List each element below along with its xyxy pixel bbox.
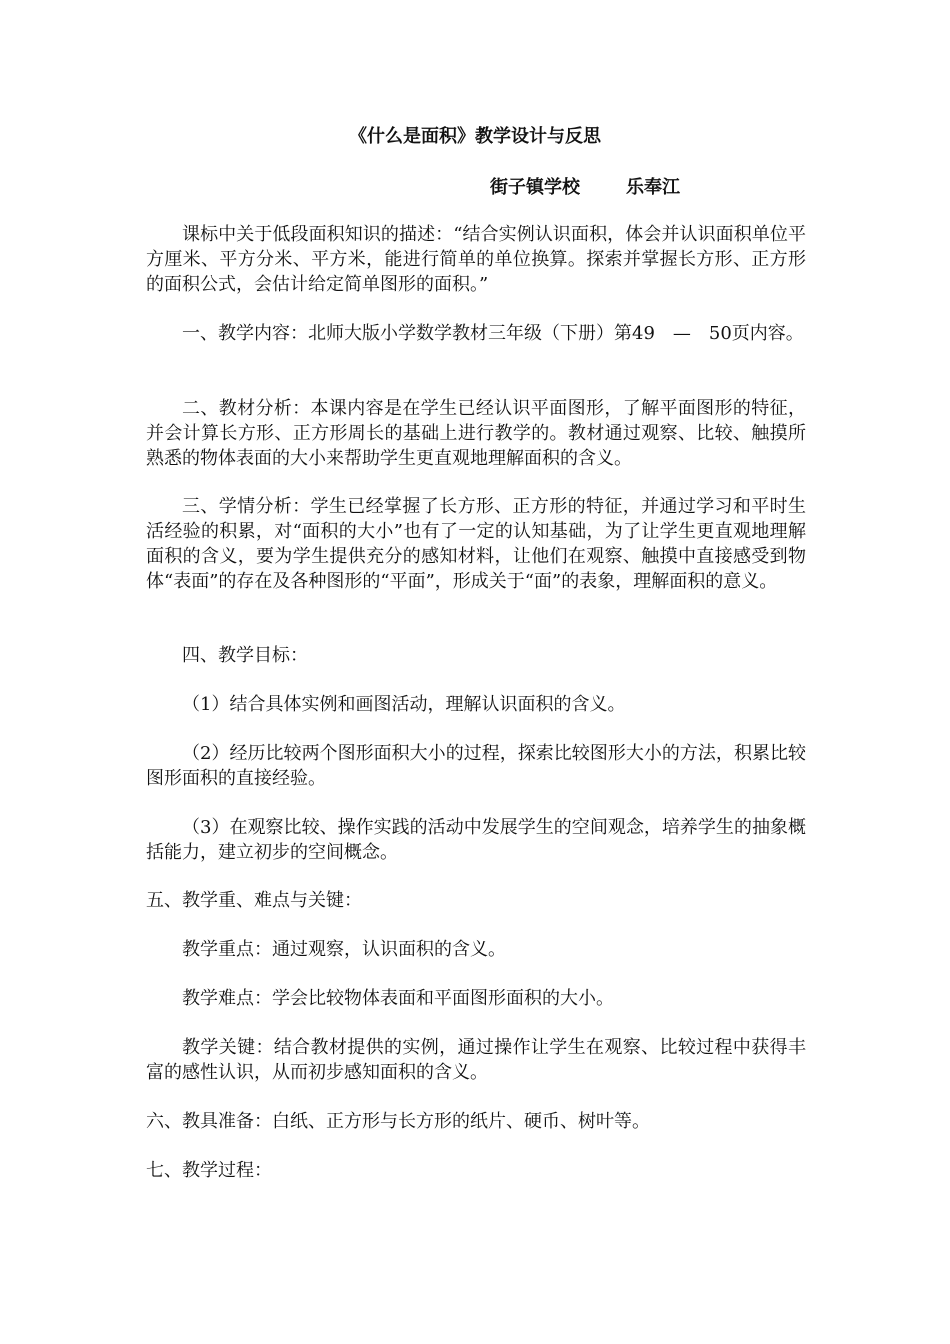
paragraph-key-points-heading: 五、教学重、难点与关键： <box>146 890 362 911</box>
paragraph-content: 一、教学内容：北师大版小学数学教材三年级（下册）第49 — 50页内容。 <box>182 323 804 344</box>
paragraph-objective-2: （2）经历比较两个图形面积大小的过程，探索比较图形大小的方法，积累比较图形面积的直接经验。 <box>146 743 806 789</box>
paragraph-process-heading: 七、教学过程： <box>146 1160 272 1181</box>
paragraph-objective-1: （1）结合具体实例和画图活动，理解认识面积的含义。 <box>182 694 626 715</box>
paragraph-material-analysis: 二、教材分析：本课内容是在学生已经认识平面图形，了解平面图形的特征，并会计算长方形、正方形周长的基础上进行教学的。教材通过观察、比较、触摸所熟悉的物体表面的大小来帮助学生更直观地理解面积的含义。 <box>146 398 806 469</box>
paragraph-difficulty: 教学难点：学会比较物体表面和平面图形面积的大小。 <box>182 988 614 1009</box>
school-name: 街子镇学校 <box>490 177 580 198</box>
author-name: 乐奉江 <box>626 177 680 198</box>
paragraph-objectives-heading: 四、教学目标： <box>182 645 308 666</box>
paragraph-curriculum: 课标中关于低段面积知识的描述：“结合实例认识面积，体会并认识面积单位平方厘米、平方分米、平方米，能进行简单的单位换算。探索并掌握长方形、正方形的面积公式，会估计给定简单图形的面积。” <box>146 224 806 295</box>
paragraph-key: 教学关键：结合教材提供的实例，通过操作让学生在观察、比较过程中获得丰富的感性认识，从而初步感知面积的含义。 <box>146 1037 806 1083</box>
paragraph-materials: 六、教具准备：白纸、正方形与长方形的纸片、硬币、树叶等。 <box>146 1111 650 1132</box>
paragraph-student-analysis: 三、学情分析：学生已经掌握了长方形、正方形的特征，并通过学习和平时生活经验的积累，对“面积的大小”也有了一定的认知基础，为了让学生更直观地理解面积的含义，要为学生提供充分的感知材料，让他们在观察、触摸中直接感受到物体“表面”的存在及各种图形的“平面”，形成关于“面”的表象，理解面积的意义。 <box>146 496 806 592</box>
document-title: 《什么是面积》教学设计与反思 <box>349 126 601 147</box>
paragraph-key-point: 教学重点：通过观察，认识面积的含义。 <box>182 939 506 960</box>
byline <box>490 175 680 201</box>
paragraph-objective-3: （3）在观察比较、操作实践的活动中发展学生的空间观念，培养学生的抽象概括能力，建立初步的空间概念。 <box>146 817 806 863</box>
